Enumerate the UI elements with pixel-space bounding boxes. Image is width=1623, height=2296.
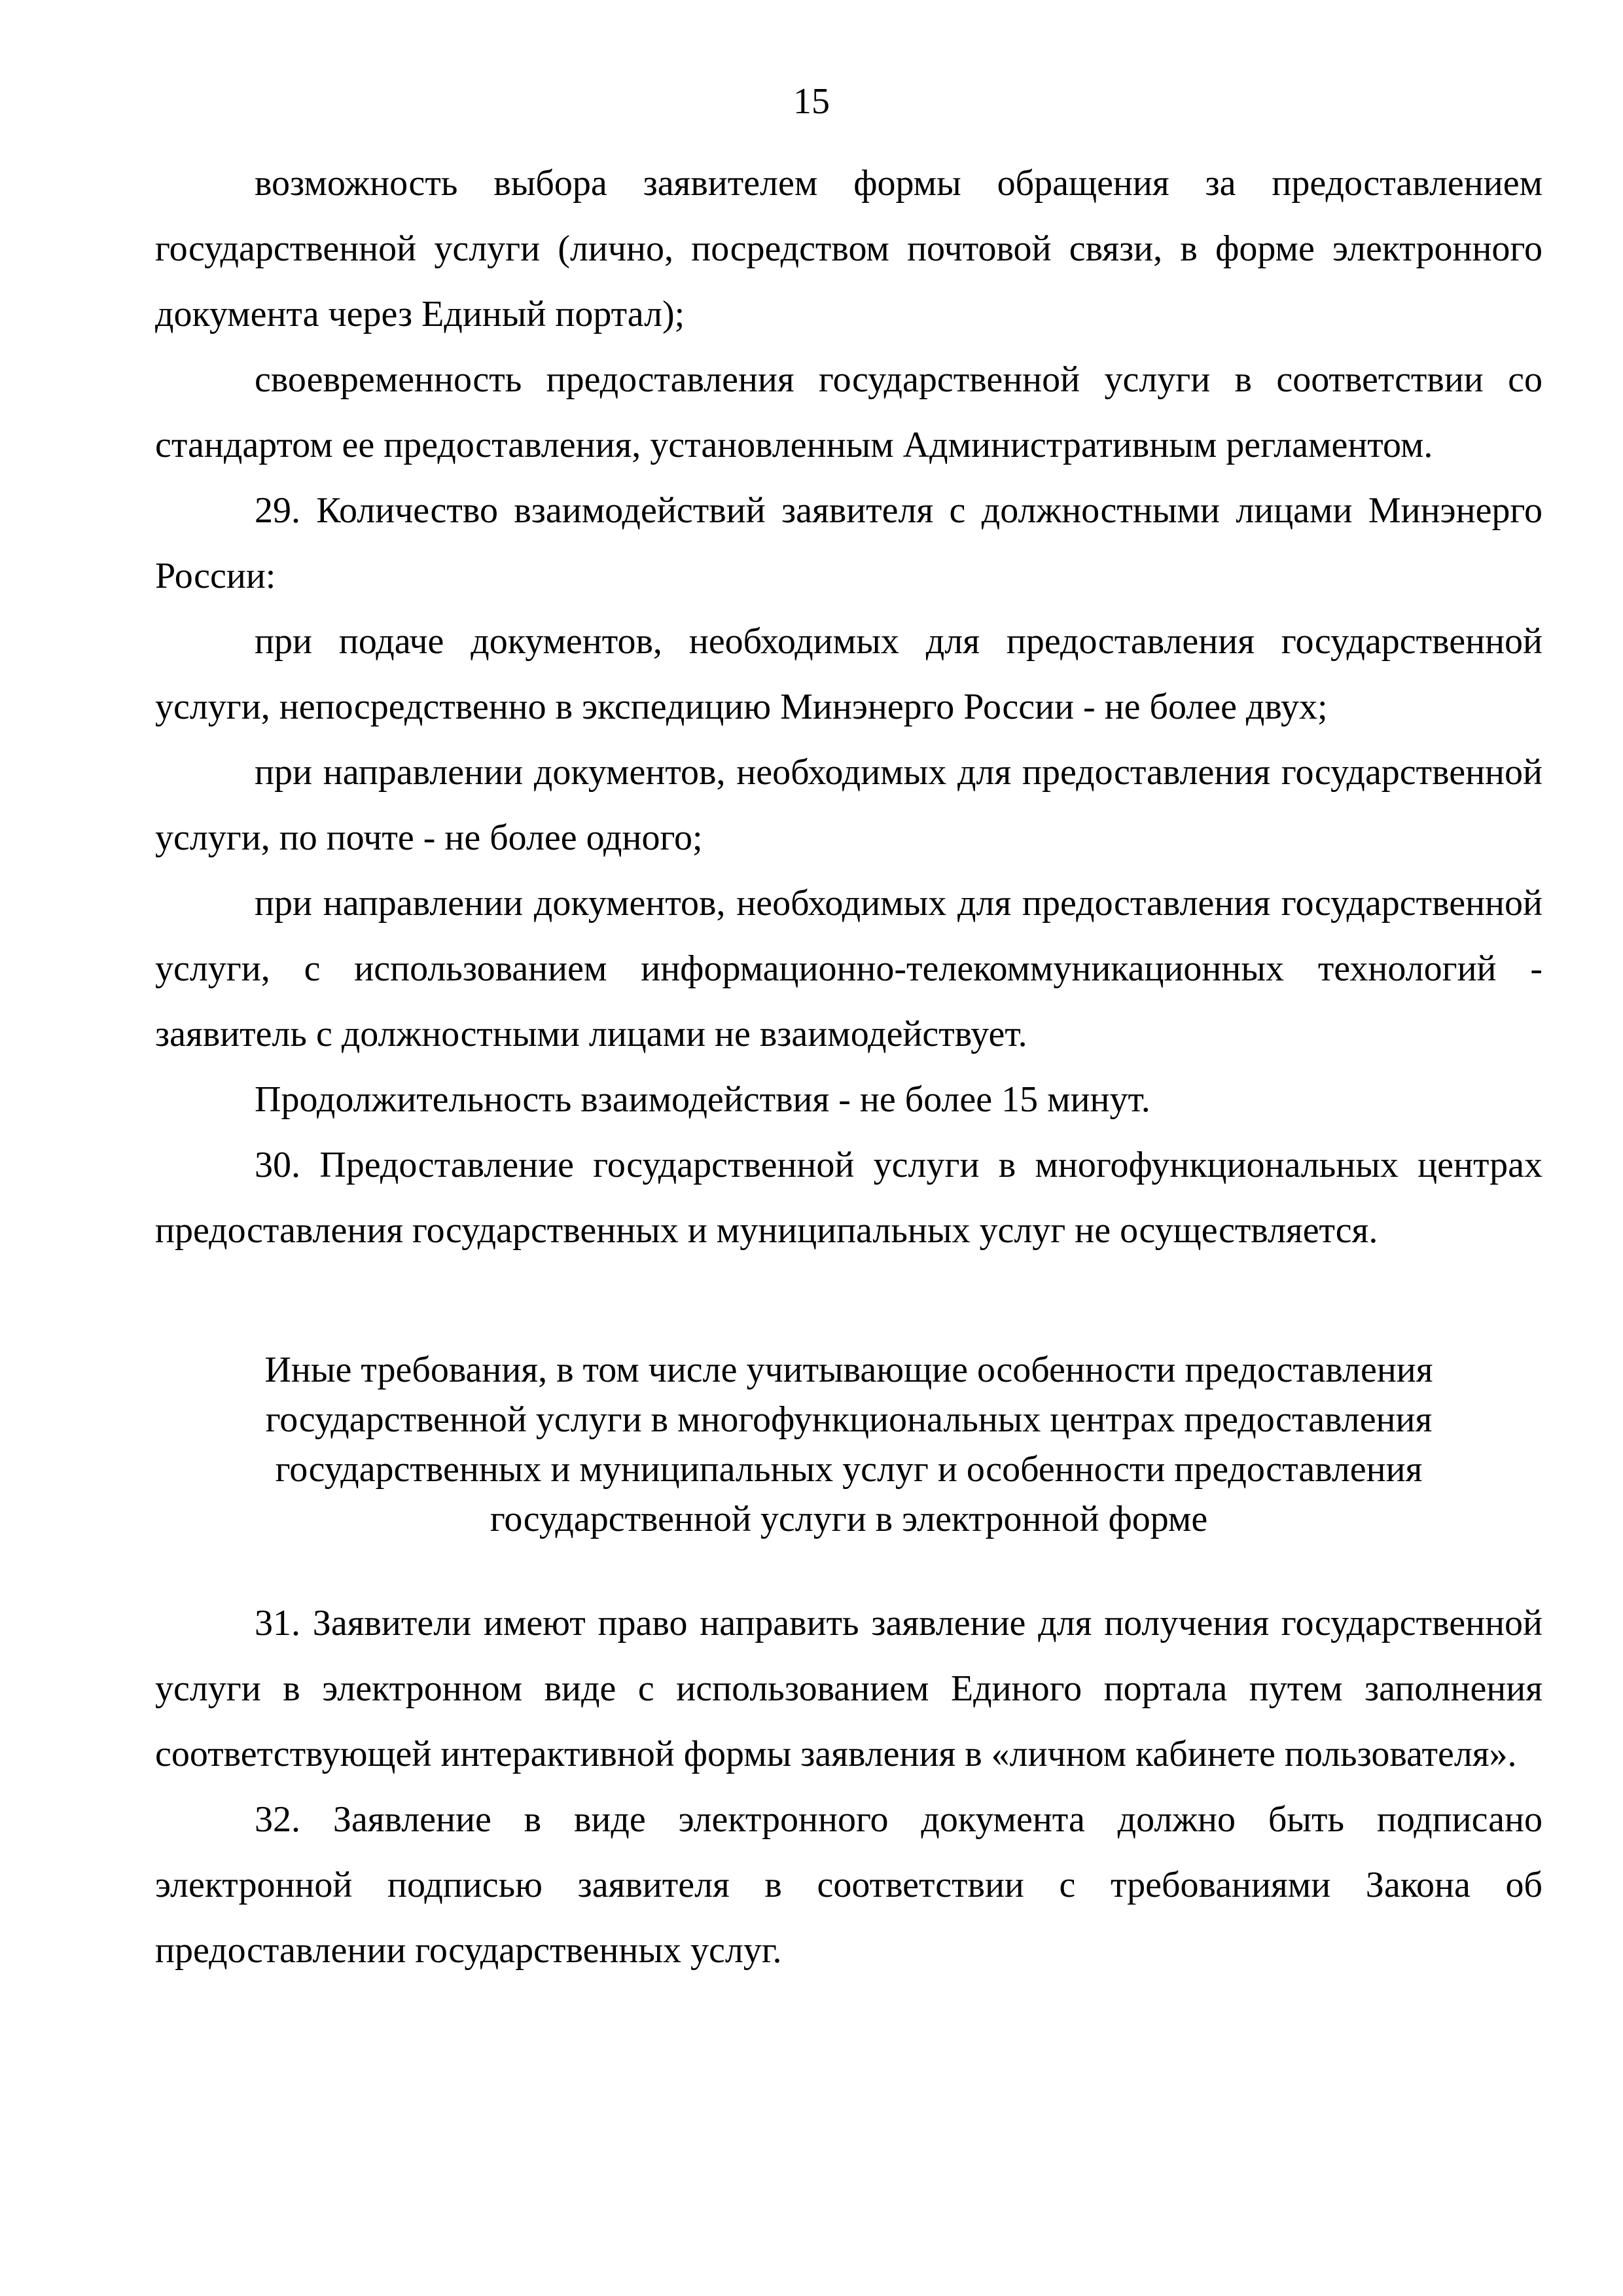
body-text-bottom [155,1590,1543,1983]
paragraph-duration: Продолжительность взаимодействия - не более 15 минут. [255,1079,1150,1120]
heading-line: государственной услуги в электронной форме [490,1499,1208,1539]
heading-line: Иные требования, в том числе учитывающие особенности предоставления [264,1350,1433,1390]
paragraph-31: 31. Заявители имеют право направить заявление для получения государственной услуги в электронном виде с использованием Единого портала путем заполнения соответствующей интерактивной формы заявления в «личном кабинете пользователя». [155,1603,1543,1774]
body-text-top [155,151,1543,1263]
section-heading [155,1345,1543,1544]
heading-line: государственной услуги в многофункциональных центрах предоставления [265,1399,1433,1440]
paragraph-expedition: при подаче документов, необходимых для предоставления государственной услуги, непосредственно в экспедицию Минэнерго России - не более двух; [155,621,1543,727]
paragraph-timeliness: своевременность предоставления государственной услуги в соответствии со стандартом ее предоставления, установленным Административным регламентом. [155,359,1543,465]
paragraph-form-choice: возможность выбора заявителем формы обращения за предоставлением государственной услуги (лично, посредством почтовой связи, в форме электронного документа через Единый портал); [155,163,1543,334]
paragraph-ict: при направлении документов, необходимых для предоставления государственной услуги, с использованием информационно-телекоммуникационных технологий - заявитель с должностными лицами не взаимодействует. [155,883,1543,1054]
paragraph-29: 29. Количество взаимодействий заявителя с должностными лицами Минэнерго России: [155,490,1543,596]
page-number: 15 [793,81,830,122]
paragraph-post: при направлении документов, необходимых для предоставления государственной услуги, по почте - не более одного; [155,752,1543,858]
paragraph-30: 30. Предоставление государственной услуги в многофункциональных центрах предоставления государственных и муниципальных услуг не осуществляется. [155,1145,1543,1251]
paragraph-32: 32. Заявление в виде электронного документа должно быть подписано электронной подписью заявителя в соответствии с требованиями Закона об предоставлении государственных услуг. [155,1799,1543,1971]
heading-line: государственных и муниципальных услуг и особенности предоставления [275,1449,1423,1490]
